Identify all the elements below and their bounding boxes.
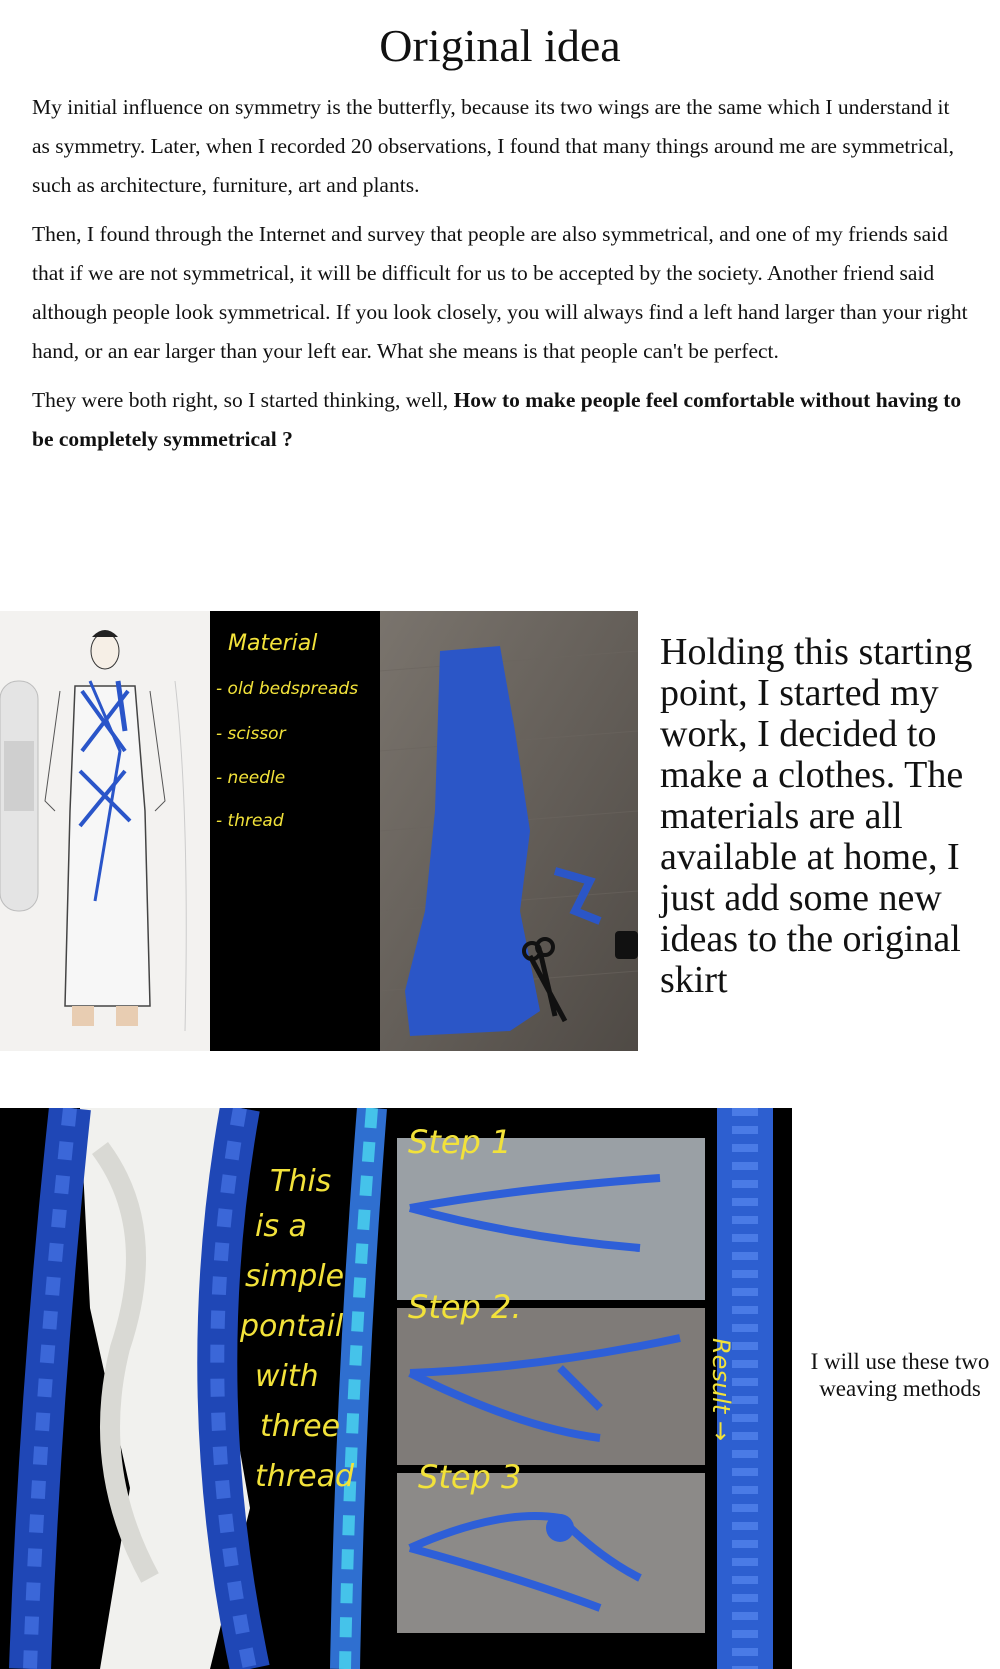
ponytail-note-line: This (270, 1164, 332, 1199)
ponytail-note-line: three (260, 1409, 341, 1444)
materials-list-image (210, 611, 380, 1051)
ponytail-note-line: simple (245, 1259, 345, 1294)
ponytail-note-line: is a (255, 1209, 307, 1244)
weaving-caption: I will use these two weaving methods (810, 1349, 990, 1401)
materials-title: Material (228, 631, 318, 656)
material-item: - old bedspreads (216, 679, 359, 699)
step-label: Step 3 (418, 1458, 522, 1496)
intro-text (32, 88, 972, 469)
step-label: Step 1 (408, 1123, 512, 1161)
research-question: How to make people feel comfortable without having to be completely symmetrical ? (32, 388, 962, 451)
step-label: Step 2. (408, 1288, 522, 1326)
intro-paragraph-2: Then, I found through the Internet and survey that people are also symmetrical, and one of my friends said that if we are not symmetrical, it will be difficult for us to be accepted by the society. Another friend said although people look symmetrical. If you look closely, you will always find a left hand larger than your right hand, or an ear larger than your left ear. What she means is that people can't be perfect. (32, 222, 968, 363)
material-item: - scissor (216, 724, 286, 744)
intro-paragraph-3-start: They were both right, so I started thinking, well, (32, 388, 454, 412)
ponytail-note-line: pontail (240, 1309, 344, 1344)
skirt-photo (380, 611, 638, 1051)
page-title: Original idea (379, 20, 621, 71)
ponytail-note-line: thread (255, 1459, 354, 1494)
material-item: - thread (216, 811, 284, 831)
intro-paragraph-3 (32, 381, 972, 459)
weaving-collage-image (0, 1108, 792, 1669)
intro-paragraph-1: My initial influence on symmetry is the butterfly, because its two wings are the same which I understand it as symmetry. Later, when I recorded 20 observations, I found that many things around me are symmetrical, such as architecture, furniture, art and plants. (32, 95, 954, 197)
process-description: Holding this starting point, I started my work, I decided to make a clothes. The materials are all available at home, I just add some new ideas to the original skirt (660, 631, 973, 1001)
ponytail-note-line: with (255, 1359, 319, 1394)
result-label: Result → (707, 1338, 735, 1441)
fashion-sketch-image (0, 611, 210, 1051)
material-item: - needle (216, 768, 286, 788)
